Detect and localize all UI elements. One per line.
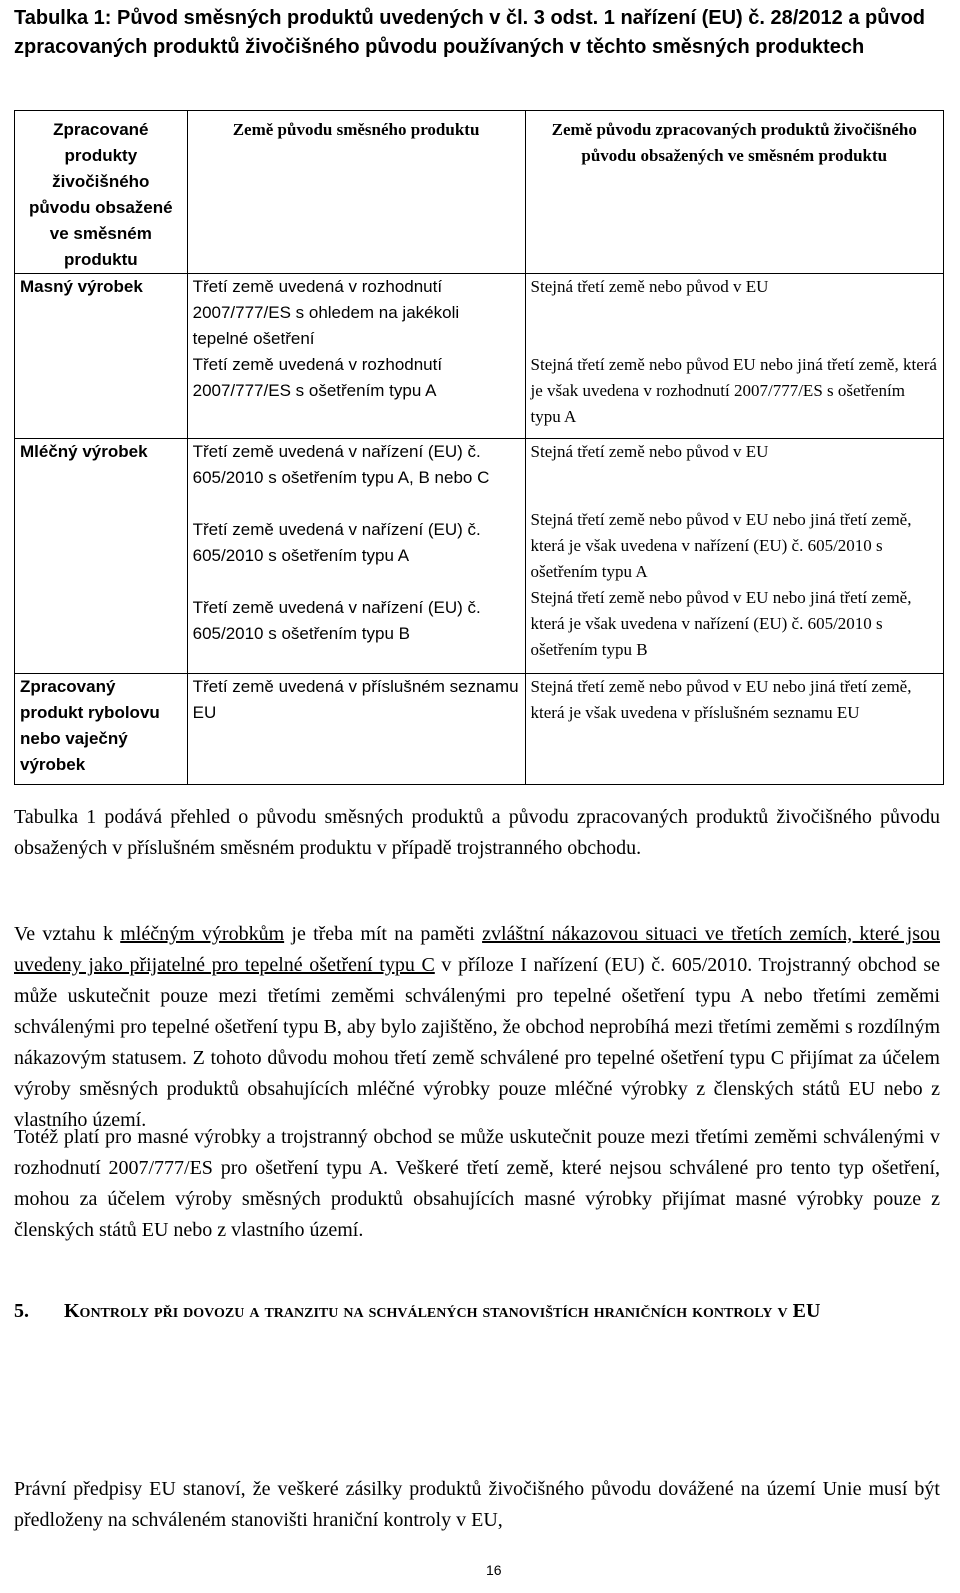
header-composite-origin: Země původu směsného produktu <box>187 111 525 274</box>
section-number: 5. <box>14 1300 29 1322</box>
component-cell <box>525 274 943 439</box>
section-heading <box>14 1296 944 1327</box>
paragraph-table-summary: Tabulka 1 podává přehled o původu směsných produktů a původu zpracovaných produktů živočišného původu obsažených v příslušném směsném produktu v případě trojstranného obchodu. <box>14 806 940 859</box>
table-row-dairy <box>15 439 944 674</box>
category-fishery-egg-products: Zpracovaný produkt rybolovu nebo vaječný výrobek <box>15 674 188 785</box>
origin-cell <box>187 274 525 439</box>
table-caption: Tabulka 1: Původ směsných produktů uvedených v čl. 3 odst. 1 nařízení (EU) č. 28/2012 a původ zpracovaných produktů živočišného původu používaných v těchto směsných produktech <box>14 7 926 58</box>
underlined-text: mléčným výrobkům <box>120 923 285 945</box>
section-title: Kontroly při dovozu a tranzitu na schválených stanovištích hraničních kontroly v EU <box>64 1300 821 1322</box>
text-fragment: v příloze I nařízení (EU) č. 605/2010. Trojstranný obchod se může uskutečnit pouze mezi třetími zeměmi schválenými pro tepelné ošetření typu A nebo třetími zeměmi schválenými pro tepelné ošetření typu B, aby bylo zajištěno, že obchod neprobíhá mezi třetími zeměmi s rozdílným nákazovým statusem. Z tohoto důvodu mohou třetí země schválené pro tepelné ošetření typu C přijímat za účelem výroby směsných produktů obsahujících mléčné výrobky pouze mléčné výrobky z členských států EU nebo z vlastního území. <box>14 954 940 1131</box>
header-component-origin: Země původu zpracovaných produktů živočišného původu obsažených ve směsném produktu <box>525 111 943 274</box>
category-dairy-products: Mléčný výrobek <box>15 439 188 674</box>
component-cell <box>525 674 943 785</box>
component-entry: Stejná třetí země nebo původ v EU nebo jiná třetí země, která je však uvedena v nařízení (EU) č. 605/2010 s ošetřením typu B <box>530 588 912 659</box>
origin-entry: Třetí země uvedená v nařízení (EU) č. 605/2010 s ošetřením typu B <box>192 598 481 643</box>
page-number: 16 <box>486 1562 502 1578</box>
category-meat-products: Masný výrobek <box>15 274 188 439</box>
origin-cell <box>187 439 525 674</box>
table-row-meat <box>15 274 944 439</box>
origin-entry: Třetí země uvedená v rozhodnutí 2007/777/ES s ohledem na jakékoli tepelné ošetření <box>192 277 460 348</box>
component-entry: Stejná třetí země nebo původ EU nebo jiná třetí země, která je však uvedena v rozhodnutí 2007/777/ES s ošetřením typu A <box>530 355 937 426</box>
component-entry: Stejná třetí země nebo původ v EU <box>530 277 769 296</box>
table-header-row <box>15 111 944 274</box>
text-fragment: Ve vztahu k <box>14 923 121 945</box>
component-entry: Stejná třetí země nebo původ v EU nebo jiná třetí země, která je však uvedena v nařízení (EU) č. 605/2010 s ošetřením typu A <box>530 510 912 581</box>
origin-entry: Třetí země uvedená v nařízení (EU) č. 605/2010 s ošetřením typu A <box>192 520 481 565</box>
underlined-text: zvláštní nákazovou situaci ve třetích zemích, které jsou uvedeny jako přijatelné pro tepelné ošetření typu C <box>14 923 941 976</box>
table-row-fishery-egg <box>15 674 944 785</box>
paragraph-dairy-products <box>14 919 940 1136</box>
origin-entry: Třetí země uvedená v nařízení (EU) č. 605/2010 s ošetřením typu A, B nebo C <box>192 442 490 487</box>
paragraph-border-control: Právní předpisy EU stanoví, že veškeré zásilky produktů živočišného původu dovážené na území Unie musí být předloženy na schváleném stanovišti hraniční kontroly v EU, <box>14 1478 940 1531</box>
component-entry: Stejná třetí země nebo původ v EU nebo jiná třetí země, která je však uvedena v příslušném seznamu EU <box>530 677 912 722</box>
component-cell <box>525 439 943 674</box>
origin-entry: Třetí země uvedená v rozhodnutí 2007/777/ES s ošetřením typu A <box>192 355 443 400</box>
origin-cell <box>187 674 525 785</box>
text-fragment: je třeba mít na paměti <box>284 923 483 945</box>
origin-table <box>14 110 944 785</box>
component-entry: Stejná třetí země nebo původ v EU <box>530 442 769 461</box>
origin-entry: Třetí země uvedená v příslušném seznamu EU <box>192 677 519 722</box>
header-processed-products: Zpracované produkty živočišného původu obsažené ve směsném produktu <box>15 111 188 274</box>
paragraph-meat-products: Totéž platí pro masné výrobky a trojstranný obchod se může uskutečnit pouze mezi třetími zeměmi schválenými v rozhodnutí 2007/777/ES pro ošetření typu A. Veškeré třetí země, které nejsou schválené pro tento typ ošetření, mohou za účelem výroby směsných produktů obsahujících masné výrobky přijímat masné výrobky pouze z členských států EU nebo z vlastního území. <box>14 1126 940 1241</box>
document-page <box>14 0 944 1531</box>
